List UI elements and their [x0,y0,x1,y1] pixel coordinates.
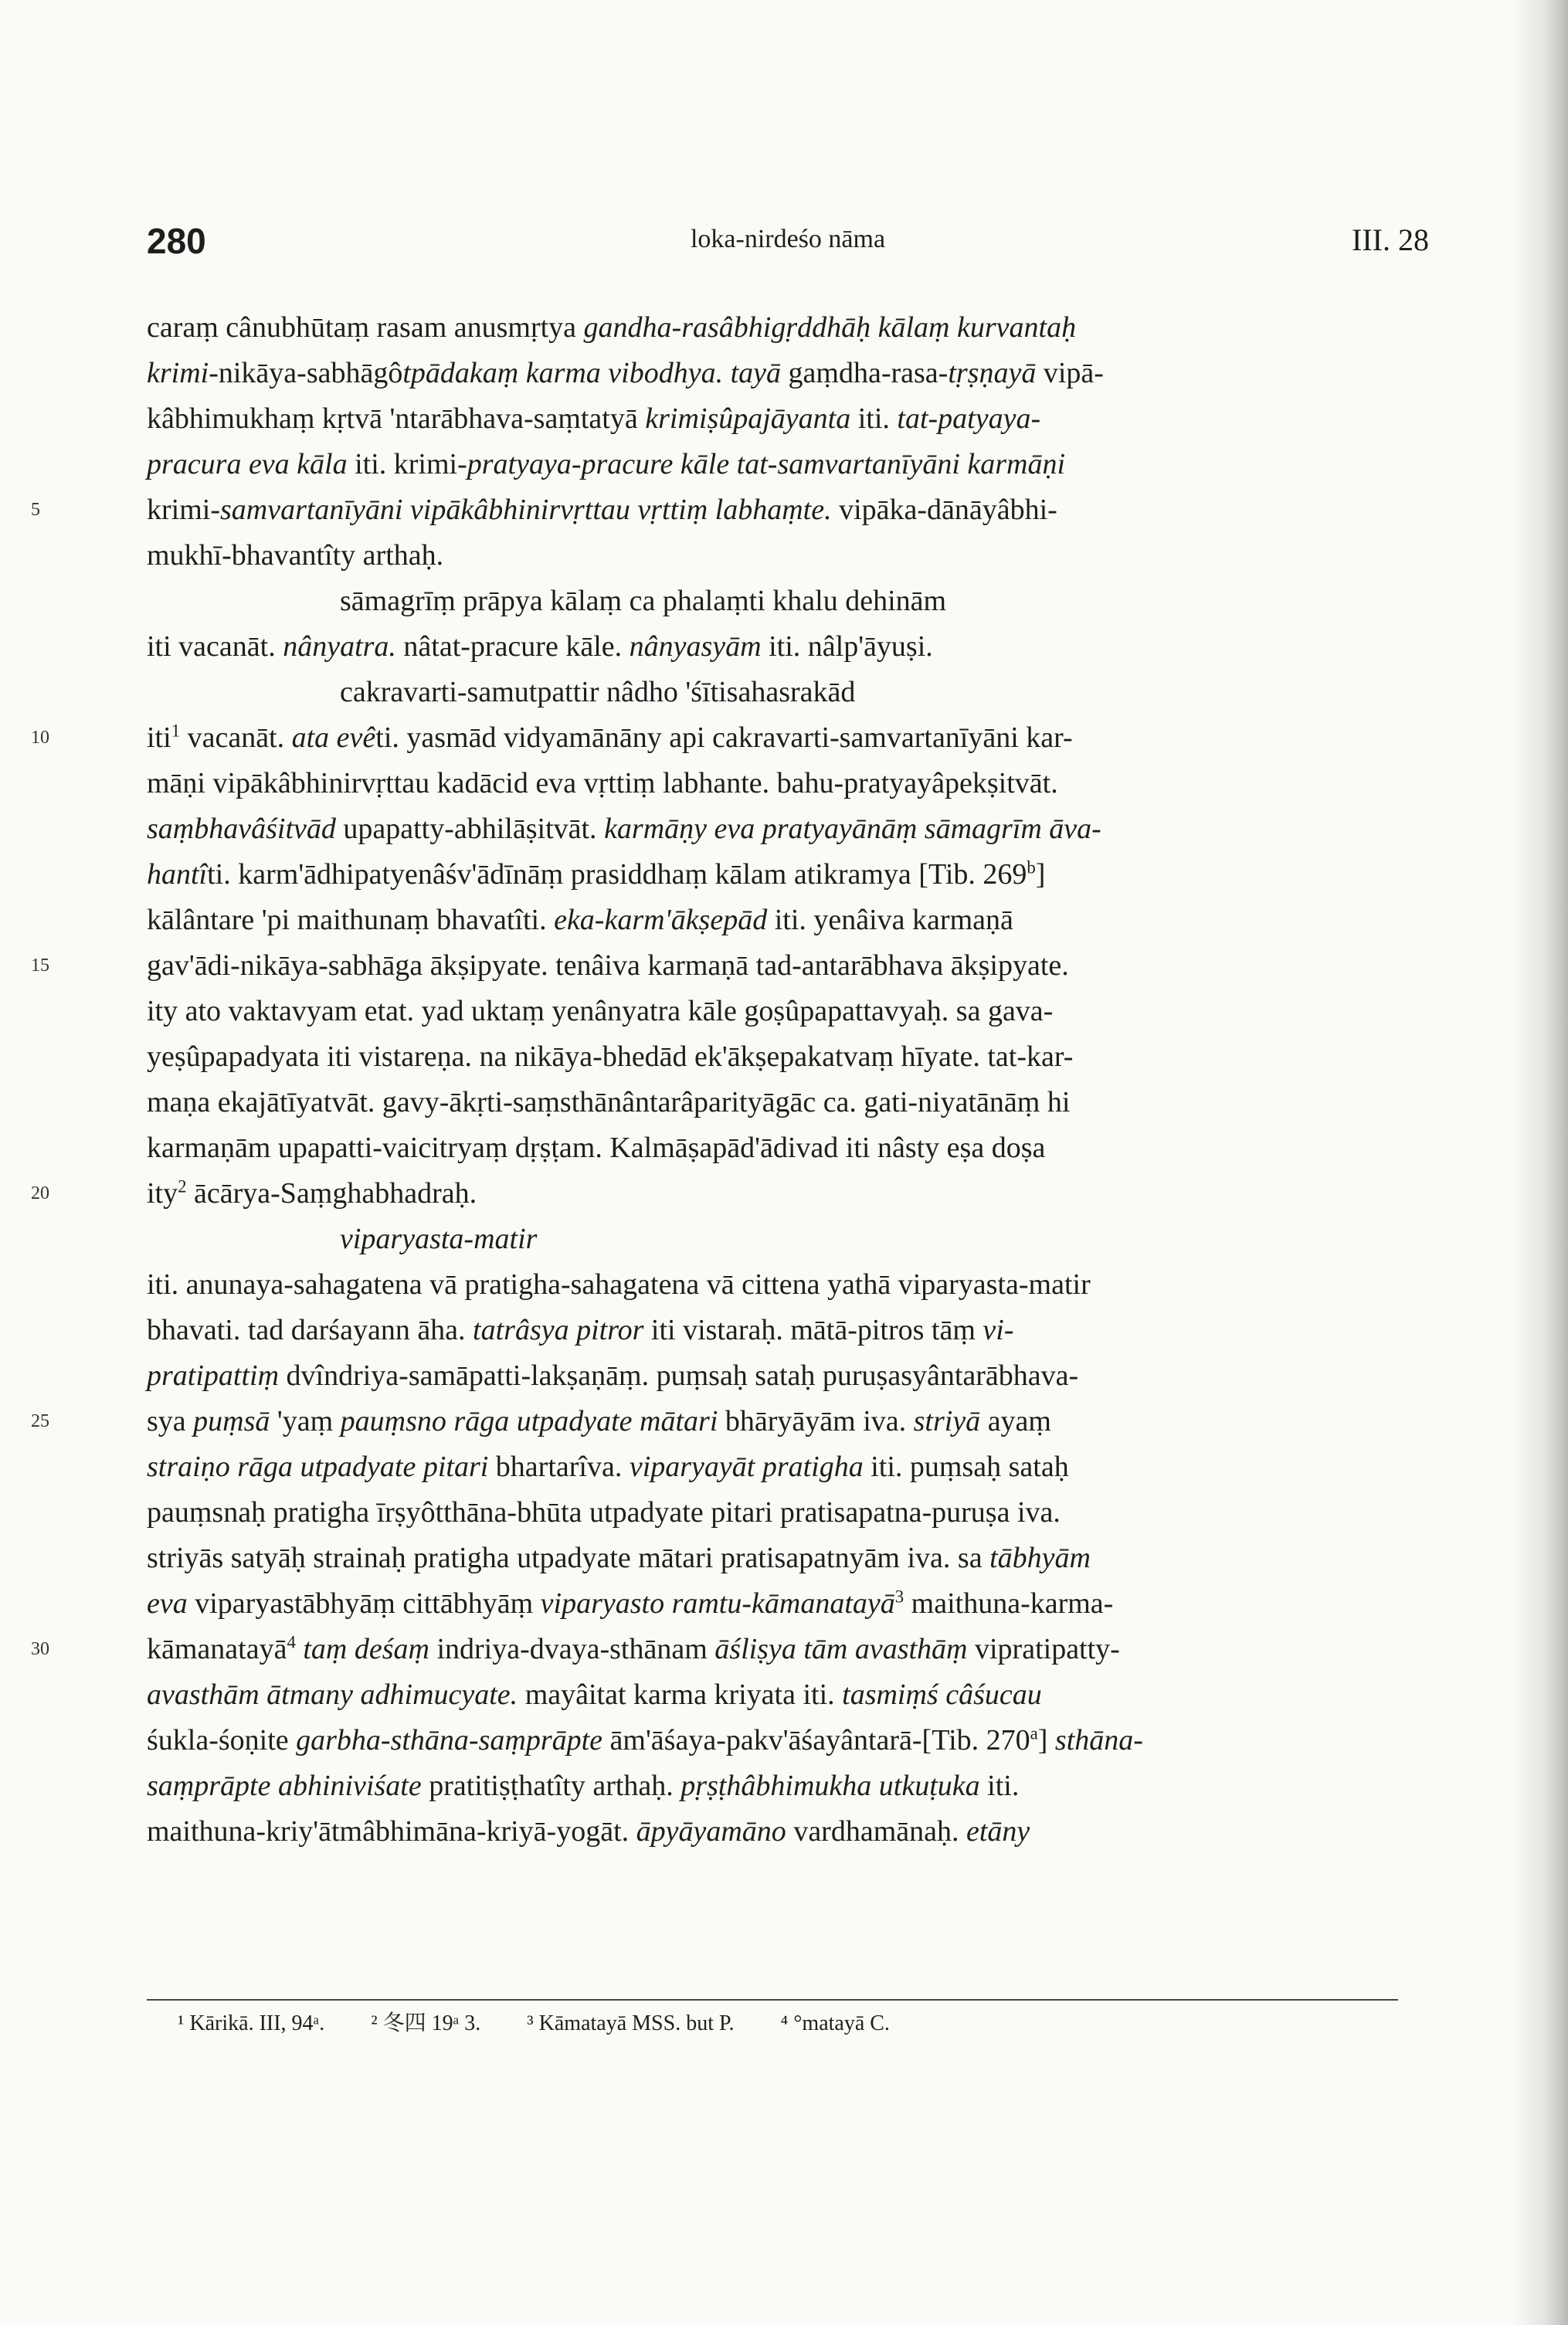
text-segment: iti vistaraḥ. mātā-pitros tāṃ [643,1314,983,1346]
line-number: 5 [31,500,40,520]
text-line [147,1718,1398,1763]
line-number: 15 [31,955,49,976]
text-segment: pratitiṣṭhatîty arthaḥ. [421,1770,681,1802]
italic-text: viparyasta-matir [340,1223,538,1255]
text-segment: krimi- [147,494,220,526]
italic-text: pauṃsno rāga utpadyate mātari [340,1405,718,1437]
italic-text: avasthām ātmany adhimucyate. [147,1678,518,1711]
text-line [147,305,1398,351]
text-segment: ām'āśaya-pakv'āśayântarā-[Tib. 270 [602,1724,1030,1756]
text-segment: pauṃsnaḥ pratigha īrṣyôtthāna-bhūta utpadyate pitari pratisapatna-puruṣa iva. [147,1496,1061,1529]
italic-text: nânyasyām [629,630,762,663]
text-segment: iti. puṃsaḥ sataḥ [863,1451,1069,1483]
text-line [147,989,1398,1034]
text-line [31,487,1398,533]
footnote-rule [147,1999,1398,2001]
text-line [147,1125,1398,1171]
text-segment: mukhī-bhavantîty arthaḥ. [147,539,444,572]
text-segment: -nikāya-sabhāgô [209,357,403,389]
italic-text: puṃsā [193,1405,270,1437]
italic-text: saṃbhavâśitvād [147,813,336,845]
text-line [31,1171,1398,1217]
italic-text: gandha-rasâbhigṛddhāḥ kālaṃ kurvantaḥ [583,311,1077,344]
text-segment [723,357,731,389]
footnote-marker: 4 [287,1632,296,1652]
italic-text: eka-karm'ākṣepād [554,904,768,936]
text-segment: iti. yenâiva karmaṇā [767,904,1013,936]
text-line [147,442,1398,487]
italic-text: saṃprāpte abhiniviśate [147,1770,422,1802]
text-segment: ti. yasmād vidyamānāny api cakravarti-samvartanīyāni kar- [375,721,1073,754]
text-segment: dvîndriya-samāpatti-lakṣaṇāṃ. puṃsaḥ sataḥ puruṣasyântarābhava- [279,1359,1079,1392]
text-segment: mayâitat karma kriyata iti. [518,1678,843,1711]
text-line [147,1581,1398,1627]
italic-text: tpādakaṃ karma vibodhya. [402,357,724,389]
text-segment: karmaṇām upapatti-vaicitryaṃ dṛṣṭam. Kalmāṣapād'ādivad iti nâsty eṣa doṣa [147,1132,1046,1164]
italic-text: tasmiṃś câśucau [842,1678,1042,1711]
italic-text: viparyasto ramtu-kāmanatayā [540,1587,895,1620]
italic-text: āpyāyamāno [636,1815,786,1848]
running-title: loka-nirdeśo nāma [690,225,886,253]
text-segment: striyās satyāḥ strainaḥ pratigha utpadyate mātari pratisapatnyām iva. sa [147,1542,990,1574]
text-line [147,1444,1398,1490]
text-segment: bhāryāyām iva. [718,1405,914,1437]
italic-text: garbha-sthāna-saṃprāpte [296,1724,603,1756]
footnotes [178,2007,1398,2041]
text-segment: indriya-dvaya-sthānam [429,1633,715,1665]
italic-text: etāny [966,1815,1030,1848]
footnote-marker: 2 [178,1176,187,1196]
text-segment: iti vacanāt. [147,630,283,663]
text-line [147,1536,1398,1581]
verse-line [147,579,1398,624]
text-line [147,1353,1398,1399]
main-text [31,305,1398,1855]
italic-text: eva [147,1587,188,1620]
footnote: ⁴ °matayā C. [780,2011,890,2035]
text-segment: ity [147,1177,178,1210]
text-segment [296,1633,304,1665]
text-segment: 'yaṃ [270,1405,341,1437]
text-line [147,806,1398,852]
text-segment: śukla-śoṇite [147,1724,297,1756]
text-line [147,1672,1398,1718]
line-number: 10 [31,728,49,748]
italic-text: sthāna- [1054,1724,1143,1756]
text-segment: cakravarti-samutpattir nâdho 'śītisahasrakād [340,676,856,708]
footnote: ² 冬四 19ᵃ 3. [371,2011,481,2035]
text-segment: viparyastābhyāṃ cittābhyāṃ [187,1587,541,1620]
text-line [147,396,1398,442]
text-segment: bhavati. tad darśayann āha. [147,1314,473,1346]
footnote-marker: a [1030,1723,1038,1743]
text-segment: ity ato vaktavyam etat. yad uktaṃ yenânyatra kāle goṣûpapattavyaḥ. sa gava- [147,995,1054,1027]
text-segment: gav'ādi-nikāya-sabhāga ākṣipyate. tenâiva karmaṇā tad-antarābhava ākṣipyate. [147,949,1069,982]
italic-text: striyā [913,1405,981,1437]
italic-text: ata evê [291,721,376,754]
text-segment: iti. anunaya-sahagatena vā pratigha-sahagatena vā cittena yathā viparyasta-matir [147,1268,1091,1301]
line-number: 20 [31,1183,49,1203]
text-segment: maṇa ekajātīyatvāt. gavy-ākṛti-saṃsthānântarâparityāgāc ca. gati-niyatānāṃ hi [147,1086,1071,1118]
text-segment: maithuna-kriy'ātmâbhimāna-kriyā-yogāt. [147,1815,636,1848]
italic-text: pṛṣṭhâbhimukha utkuṭuka [680,1770,980,1802]
text-segment: sāmagrīṃ prāpya kālaṃ ca phalaṃti khalu dehinām [340,585,947,617]
text-segment: vipā- [1036,357,1104,389]
text-segment: kâbhimukhaṃ kṛtvā 'ntarābhava-saṃtatyā [147,402,646,435]
verse-line [147,1217,1398,1262]
text-line [147,1763,1398,1809]
text-segment: ] [1035,858,1046,891]
text-segment: yeṣûpapadyata iti vistareṇa. na nikāya-bhedād ek'ākṣepakatvaṃ hīyate. tat-kar- [147,1040,1074,1073]
text-segment: vipāka-dānāyâbhi- [831,494,1057,526]
text-line [147,1262,1398,1308]
line-number: 30 [31,1639,49,1659]
text-segment: ayaṃ [980,1405,1051,1437]
text-segment: upapatty-abhilāṣitvāt. [335,813,605,845]
italic-text: krimi [147,357,209,389]
text-segment: iti. [979,1770,1020,1802]
text-line [147,1034,1398,1080]
italic-text: tayā [730,357,782,389]
text-line [147,1308,1398,1353]
italic-text: tābhyām [989,1542,1091,1574]
text-segment: iti. nâlp'āyuṣi. [761,630,933,663]
italic-text: tatrâsya pitror [473,1314,644,1346]
text-line [147,898,1398,943]
text-segment: vardhamānaḥ. [786,1815,966,1848]
italic-text: viparyayāt pratigha [629,1451,864,1483]
italic-text: karmāṇy eva pratyayānāṃ sāmagrīm āva- [604,813,1101,845]
italic-text: pracura eva kāla [147,448,348,480]
italic-text: hantî [147,858,208,891]
text-segment: bhartarîva. [488,1451,630,1483]
italic-text: taṃ deśaṃ [303,1633,429,1665]
italic-text: tṛṣṇayā [948,357,1037,389]
page-edge-shadow [1514,0,1568,2325]
text-segment: māṇi vipākâbhinirvṛttau kadācid eva vṛttiṃ labhante. bahu-pratyayâpekṣitvāt. [147,767,1058,799]
text-segment: kālântare 'pi maithunaṃ bhavatîti. [147,904,555,936]
italic-text: āśliṣya tām avasthāṃ [714,1633,968,1665]
text-segment: nâtat-pracure kāle. [395,630,630,663]
italic-text: nânyatra. [283,630,396,663]
text-segment: ācārya-Saṃghabhadraḥ. [186,1177,477,1210]
text-segment: ti. karm'ādhipatyenâśv'ādīnāṃ prasiddhaṃ kālam atikramya [Tib. 269 [207,858,1027,891]
text-segment: caraṃ cânubhūtaṃ rasam anusmṛtya [147,311,584,344]
text-line [31,1399,1398,1444]
italic-text: pratipattiṃ [147,1359,280,1392]
text-segment: maithuna-karma- [904,1587,1114,1620]
text-segment: vipratipatty- [967,1633,1120,1665]
footnote-marker: b [1027,857,1036,877]
text-line [147,1809,1398,1855]
text-line [147,533,1398,579]
text-segment: iti. [850,402,898,435]
footnote-marker: 1 [171,721,181,741]
text-segment: sya [147,1405,194,1437]
text-line [147,624,1398,670]
section-reference: III. 28 [1352,222,1429,257]
text-segment: iti [147,721,171,754]
line-number: 25 [31,1411,49,1431]
text-line [31,943,1398,989]
footnote: ³ Kāmatayā MSS. but P. [527,2011,735,2035]
text-segment: iti. krimi- [347,448,467,480]
italic-text: straiṇo rāga utpadyate pitari [147,1451,489,1483]
text-line [147,852,1398,898]
text-line [147,761,1398,806]
text-line [31,715,1398,761]
italic-text: krimiṣûpajāyanta [645,402,851,435]
footnote: ¹ Kārikā. III, 94ᵃ. [178,2011,325,2035]
italic-text: tat-patyaya- [897,402,1041,435]
text-line [147,1490,1398,1536]
italic-text: pratyaya-pracure kāle tat-samvartanīyāni karmāṇi [467,448,1066,480]
text-segment: vacanāt. [180,721,292,754]
footnote-marker: 3 [894,1587,904,1607]
text-line [147,351,1398,396]
page-number: 280 [147,221,206,261]
text-segment: ] [1037,1724,1055,1756]
verse-line [147,670,1398,715]
italic-text: vi- [983,1314,1014,1346]
page-header [147,220,1429,266]
text-segment: kāmanatayā [147,1633,287,1665]
text-line [147,1080,1398,1125]
italic-text: samvartanīyāni vipākâbhinirvṛttau vṛttiṃ labhaṃte. [219,494,832,526]
text-segment: gaṃdha-rasa- [781,357,949,389]
text-line [31,1627,1398,1672]
